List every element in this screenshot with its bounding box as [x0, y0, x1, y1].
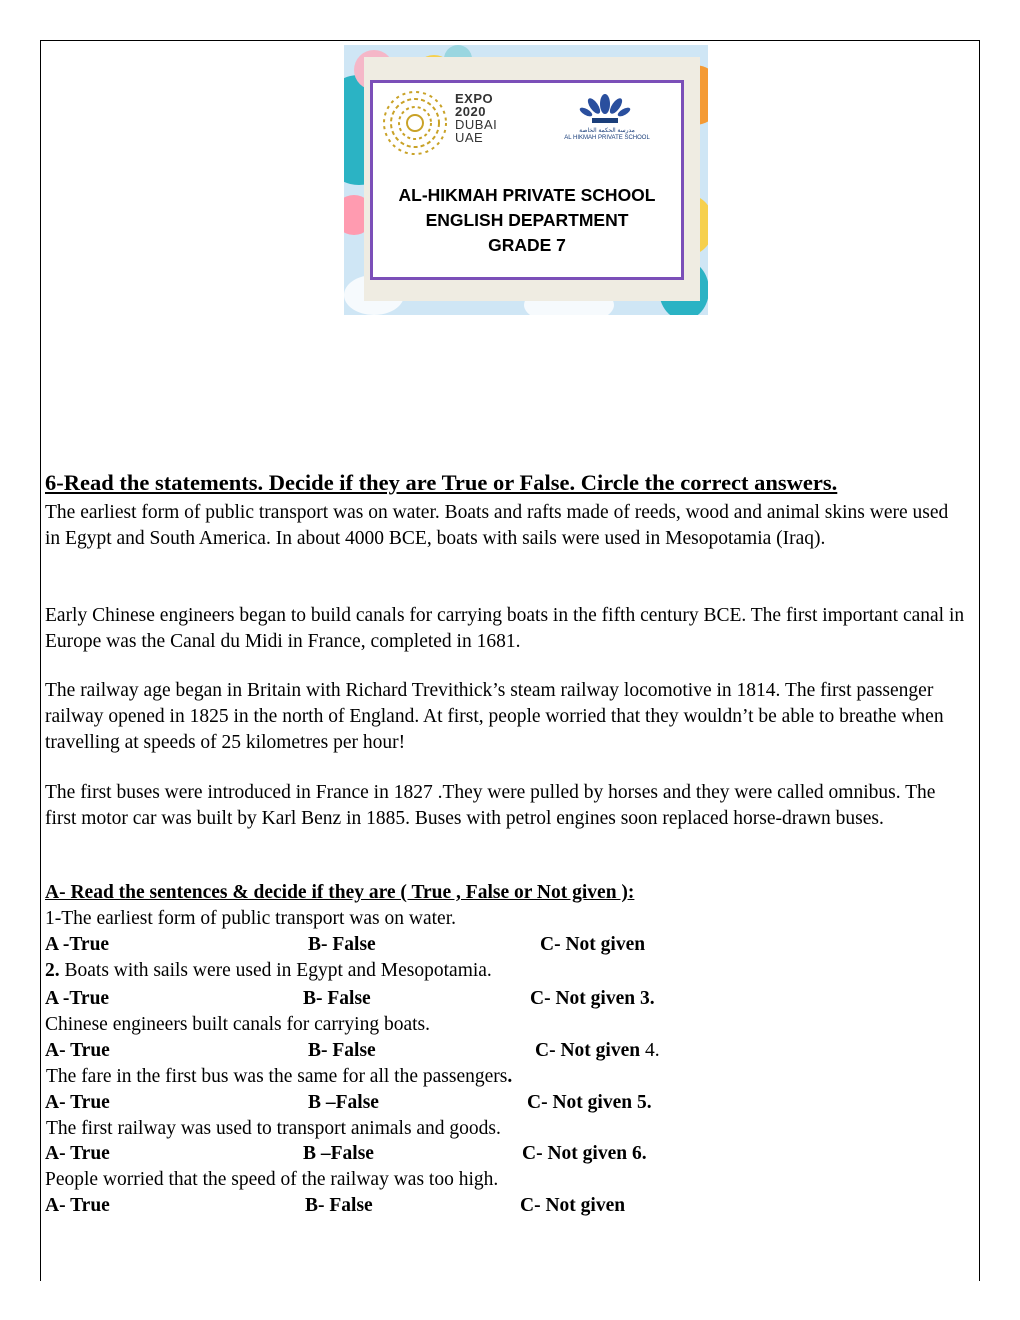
- expo-2020-logo: [380, 88, 450, 158]
- option-not-given[interactable]: C- Not given: [520, 1195, 626, 1216]
- option-true[interactable]: A- True: [45, 1195, 110, 1216]
- option-not-given[interactable]: C- Not given 4.: [535, 1040, 660, 1061]
- option-not-given[interactable]: C- Not given 5.: [527, 1092, 652, 1113]
- department-name: ENGLISH DEPARTMENT: [425, 210, 629, 230]
- option-false[interactable]: B –False: [303, 1143, 374, 1164]
- option-not-given[interactable]: C- Not given 6.: [522, 1143, 647, 1164]
- expo-wordmark: EXPO 2020 DUBAI UAE: [455, 91, 498, 145]
- option-true[interactable]: A -True: [45, 988, 110, 1009]
- option-false[interactable]: B- False: [308, 934, 376, 955]
- task-heading: 6-Read the statements. Decide if they are True or False. Circle the correct answers.: [45, 470, 838, 495]
- passage-paragraph: The railway age began in Britain with Richard Trevithick’s steam railway locomotive in 1814. The first passenger railway opened in 1825 in the north of England. At first, people worried that they wouldn’t be able to breathe when travelling at speeds of 25 kilometres per hour!: [45, 680, 944, 753]
- questions-subheading: A- Read the sentences & decide if they are ( True , False or Not given ):: [45, 882, 635, 903]
- school-title: [372, 183, 682, 258]
- school-logo-caption: مدرسة الحكمة الخاصة AL HIKMAH PRIVATE SCHOOL: [564, 128, 650, 141]
- option-not-given[interactable]: C- Not given 3.: [530, 988, 655, 1009]
- grade-label: GRADE 7: [488, 235, 566, 255]
- option-true[interactable]: A- True: [45, 1143, 110, 1164]
- question-5: The first railway was used to transport animals and goods.: [46, 1118, 501, 1139]
- option-false[interactable]: B- False: [305, 1195, 373, 1216]
- question-6: People worried that the speed of the railway was too high.: [45, 1169, 499, 1190]
- option-true[interactable]: A- True: [45, 1092, 110, 1113]
- school-name: AL-HIKMAH PRIVATE SCHOOL: [398, 185, 656, 205]
- question-2: 2. Boats with sails were used in Egypt and Mesopotamia.: [45, 960, 492, 981]
- question-3: Chinese engineers built canals for carrying boats.: [45, 1014, 431, 1035]
- passage-paragraph: Early Chinese engineers began to build canals for carrying boats in the fifth century BCE. The first important canal in Europe was the Canal du Midi in France, completed in 1681.: [45, 605, 965, 652]
- option-true[interactable]: A -True: [45, 934, 110, 955]
- option-false[interactable]: B- False: [303, 988, 371, 1009]
- option-true[interactable]: A- True: [45, 1040, 110, 1061]
- option-false[interactable]: B –False: [308, 1092, 379, 1113]
- passage-paragraph: The earliest form of public transport was on water. Boats and rafts made of reeds, wood and animal skins were used in Egypt and South America. In about 4000 BCE, boats with sails were used in Mesopotamia (Iraq).: [45, 502, 949, 549]
- question-1: 1-The earliest form of public transport was on water.: [45, 908, 457, 929]
- option-false[interactable]: B- False: [308, 1040, 376, 1061]
- school-logo: [570, 90, 640, 128]
- passage-paragraph: The first buses were introduced in France in 1827 .They were pulled by horses and they were called omnibus. The first motor car was built by Karl Benz in 1885. Buses with petrol engines soon replaced horse-drawn buses.: [45, 782, 936, 829]
- question-4: The fare in the first bus was the same for all the passengers.: [46, 1066, 513, 1087]
- option-not-given[interactable]: C- Not given: [540, 934, 646, 955]
